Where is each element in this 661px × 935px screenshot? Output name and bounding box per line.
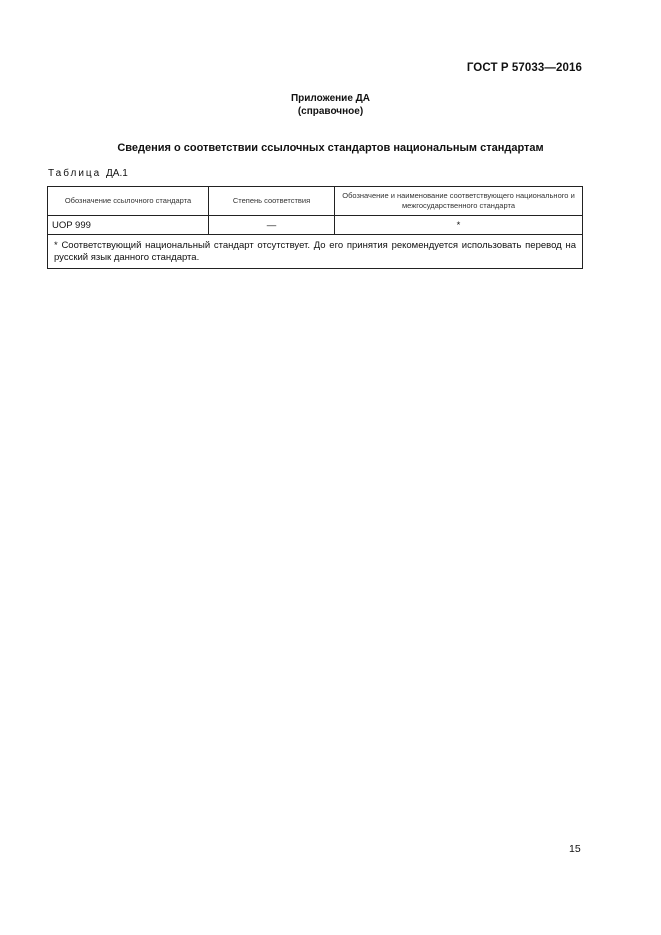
header-conformity-degree: Степень соответствия [209,187,335,216]
table-caption [48,168,128,179]
page-number: 15 [569,843,581,855]
reference-standards-table [47,186,583,269]
table-caption-number: ДА.1 [106,168,128,179]
cell-reference-standard: UOP 999 [48,216,209,235]
annex-title: Приложение ДА [290,93,371,104]
annex-heading [0,92,661,118]
table-caption-word: Таблица [48,168,102,179]
cell-conformity-degree: — [209,216,335,235]
table-header-row [48,187,583,216]
document-code: ГОСТ Р 57033—2016 [466,62,582,74]
header-reference-standard: Обозначение ссылочного стандарта [48,187,209,216]
table-note-row [48,235,583,269]
section-title: Сведения о соответствии ссылочных стандартов национальным стандартам [117,142,544,154]
table-note: * Соответствующий национальный стандарт отсутствует. До его принятия рекомендуется использовать перевод на русский язык данного стандарта. [48,235,583,269]
annex-subtitle: (справочное) [297,106,364,117]
table-row [48,216,583,235]
header-national-standard: Обозначение и наименование соответствующего национального и межгосударственного стандарта [335,187,583,216]
cell-national-standard: * [335,216,583,235]
